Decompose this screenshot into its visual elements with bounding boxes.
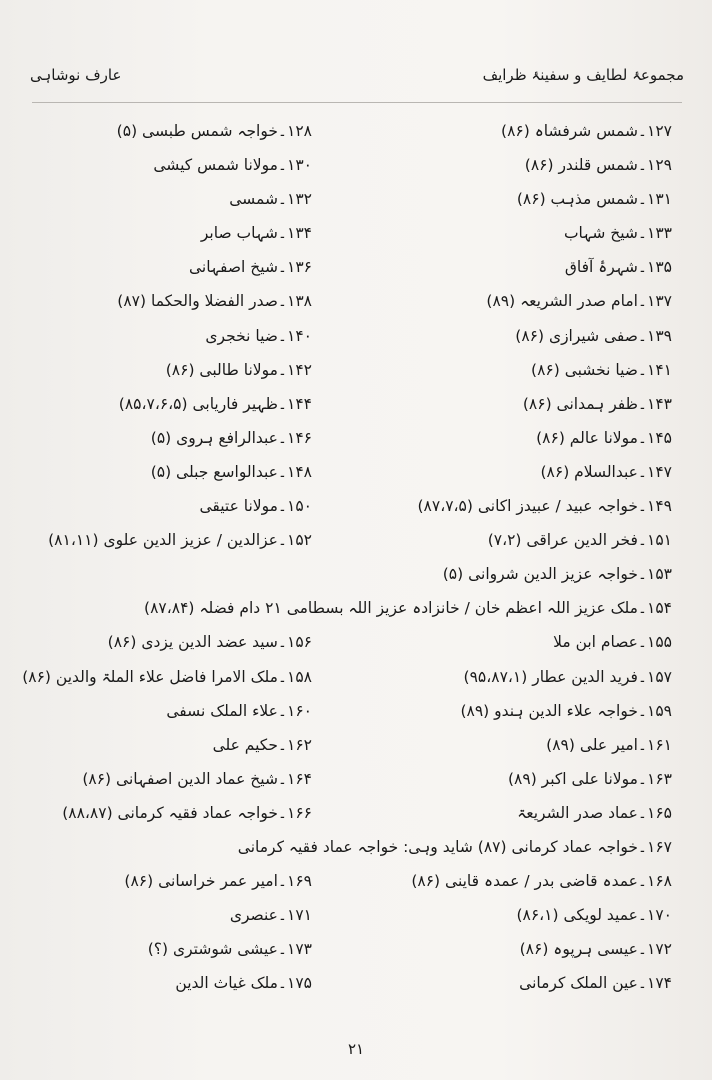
entry-row bbox=[40, 254, 672, 288]
entry-left-column: ۱۲۸۔خواجہ شمس طبسی (۵) bbox=[116, 122, 312, 140]
entry-row bbox=[40, 936, 672, 970]
entry-row bbox=[40, 118, 672, 152]
entry-row bbox=[40, 970, 672, 1004]
entry-right-column: ۱۷۰۔عمید لویکی (۸۶،۱) bbox=[516, 906, 672, 925]
entry-left-column: ۱۴۲۔مولانا طالبی (۸۶) bbox=[165, 360, 312, 379]
entry-row bbox=[40, 186, 672, 220]
entry-left-column: ۱۵۶۔سید عضد الدین یزدی (۸۶) bbox=[107, 633, 312, 652]
entry-right-column: ۱۶۸۔عمدہ قاضی بدر / عمدہ قاینی (۸۶) bbox=[411, 872, 672, 891]
entry-left-column: ۱۴۶۔عبدالرافع ہروی (۵) bbox=[150, 428, 312, 447]
header-rule bbox=[32, 102, 682, 103]
entry-right-column: ۱۴۱۔ضیا نخشبی (۸۶) bbox=[531, 360, 672, 379]
entry-right-column: ۱۷۲۔عیسی ہرپوہ (۸۶) bbox=[519, 940, 672, 959]
entry-right-column: ۱۶۳۔مولانا علی اکبر (۸۹) bbox=[507, 769, 672, 788]
entry-row bbox=[40, 220, 672, 254]
entry-row bbox=[40, 800, 672, 834]
entry-right-column: ۱۳۱۔شمس مذہب (۸۶) bbox=[516, 190, 672, 209]
entry-right-column: ۱۵۵۔عصام ابن ملا bbox=[553, 633, 672, 652]
entry-left-column: ۱۷۱۔عنصری bbox=[229, 906, 312, 925]
entry-row bbox=[40, 698, 672, 732]
entry-left-column: ۱۶۰۔علاء الملک نسفی bbox=[166, 701, 312, 720]
entry-row bbox=[40, 595, 672, 629]
entry-row bbox=[40, 323, 672, 357]
entry-right-column: ۱۳۵۔شہرۂ آفاق bbox=[564, 258, 672, 277]
entry-right-column: ۱۳۳۔شیخ شہاب bbox=[563, 224, 672, 243]
entry-row bbox=[40, 288, 672, 322]
entry-left-column: ۱۷۵۔ملک غیاث الدین bbox=[175, 974, 312, 993]
entry-left-column: ۱۴۸۔عبدالواسع جبلی (۵) bbox=[150, 462, 312, 481]
entry-row bbox=[40, 561, 672, 595]
entry-right-column: ۱۴۹۔خواجہ عبید / عبیدز اکانی (۸۷،۷،۵) bbox=[417, 497, 672, 516]
running-header bbox=[30, 62, 684, 92]
entry-left-column: ۱۵۲۔عزالدین / عزیز الدین علوی (۸۱،۱۱) bbox=[48, 531, 312, 550]
entry-left-column: ۱۷۳۔عیشی شوشتری (؟) bbox=[147, 940, 312, 959]
entry-right-column: ۱۶۵۔عماد صدر الشریعۃ bbox=[517, 803, 672, 822]
entry-left-column: ۱۴۴۔ظہیر فاریابی (۸۵،۷،۶،۵) bbox=[118, 394, 312, 413]
entry-right-column: ۱۲۷۔شمس شرفشاہ (۸۶) bbox=[501, 122, 672, 140]
entry-left-column: ۱۳۶۔شیخ اصفہانی bbox=[188, 258, 312, 277]
entry-left-column: ۱۴۰۔ضیا نخجری bbox=[205, 326, 312, 345]
entry-right-column: ۱۶۱۔امیر علی (۸۹) bbox=[546, 735, 672, 754]
entry-row bbox=[22, 664, 672, 698]
entry-left-column: ۱۵۰۔مولانا عتیقی bbox=[199, 497, 312, 516]
entry-row bbox=[40, 391, 672, 425]
entry-right-column: ۱۵۱۔فخر الدین عراقی (۷،۲) bbox=[487, 531, 672, 550]
entry-right-column: ۱۲۹۔شمس قلندر (۸۶) bbox=[524, 156, 672, 175]
entry-left-column: ۱۶۴۔شیخ عماد الدین اصفہانی (۸۶) bbox=[82, 769, 312, 788]
book-title: مجموعۂ لطایف و سفینۂ ظرایف bbox=[482, 66, 684, 84]
entry-left-column: ۱۳۴۔شہاب صابر bbox=[200, 224, 312, 243]
entry-row bbox=[40, 152, 672, 186]
entry-left-column: ۱۳۰۔مولانا شمس کیشی bbox=[153, 156, 312, 175]
entry-right-column: ۱۴۵۔مولانا عالم (۸۶) bbox=[536, 428, 672, 447]
entry-right-column: ۱۳۷۔امام صدر الشریعہ (۸۹) bbox=[486, 292, 672, 311]
entry-row bbox=[40, 766, 672, 800]
entry-row bbox=[40, 868, 672, 902]
entry-row bbox=[40, 629, 672, 663]
entry-left-column: ۱۶۶۔خواجہ عماد فقیہ کرمانی (۸۸،۸۷) bbox=[62, 803, 312, 822]
entry-right-column: ۱۳۹۔صفی شیرازی (۸۶) bbox=[515, 326, 672, 345]
entry-left-column: ۱۶۹۔امیر عمر خراسانی (۸۶) bbox=[124, 872, 312, 891]
entry-list bbox=[22, 118, 672, 1018]
entry-right-column: ۱۷۴۔عین الملک کرمانی bbox=[519, 974, 672, 993]
entry-left-column: ۱۵۸۔ملک الامرا فاضل علاء الملۃ والدین (۸۶) bbox=[22, 667, 312, 686]
author-name: عارف نوشاہی bbox=[30, 66, 122, 84]
entry-full-width: ۱۶۷۔خواجہ عماد کرمانی (۸۷) شاید وہی: خواجہ عماد فقیہ کرمانی bbox=[237, 837, 672, 856]
entry-right-column: ۱۴۳۔ظفر ہمدانی (۸۶) bbox=[522, 394, 672, 413]
entry-left-column: ۱۳۸۔صدر الفضلا والحکما (۸۷) bbox=[117, 292, 312, 311]
entry-row bbox=[40, 357, 672, 391]
entry-right-column: ۱۴۷۔عبدالسلام (۸۶) bbox=[540, 462, 672, 481]
entry-full-width: ۱۵۴۔ملک عزیز اللہ اعظم خان / خانزادہ عزیز اللہ بسطامی ۲۱ دام فضلہ (۸۷،۸۴) bbox=[144, 599, 672, 618]
entry-left-column: ۱۳۲۔شمسی bbox=[229, 190, 312, 209]
page-number: ۲۱ bbox=[347, 1040, 365, 1058]
entry-right-column: ۱۵۳۔خواجہ عزیز الدین شروانی (۵) bbox=[442, 565, 672, 584]
entry-left-column: ۱۶۲۔حکیم علی bbox=[212, 735, 312, 754]
entry-row bbox=[40, 834, 672, 868]
entry-row bbox=[40, 902, 672, 936]
entry-right-column: ۱۵۹۔خواجہ علاء الدین ہندو (۸۹) bbox=[460, 701, 672, 720]
entry-row bbox=[40, 459, 672, 493]
entry-row bbox=[40, 493, 672, 527]
entry-row bbox=[40, 527, 672, 561]
entry-right-column: ۱۵۷۔فرید الدین عطار (۹۵،۸۷،۱) bbox=[463, 667, 672, 686]
entry-row bbox=[40, 732, 672, 766]
entry-row bbox=[40, 425, 672, 459]
